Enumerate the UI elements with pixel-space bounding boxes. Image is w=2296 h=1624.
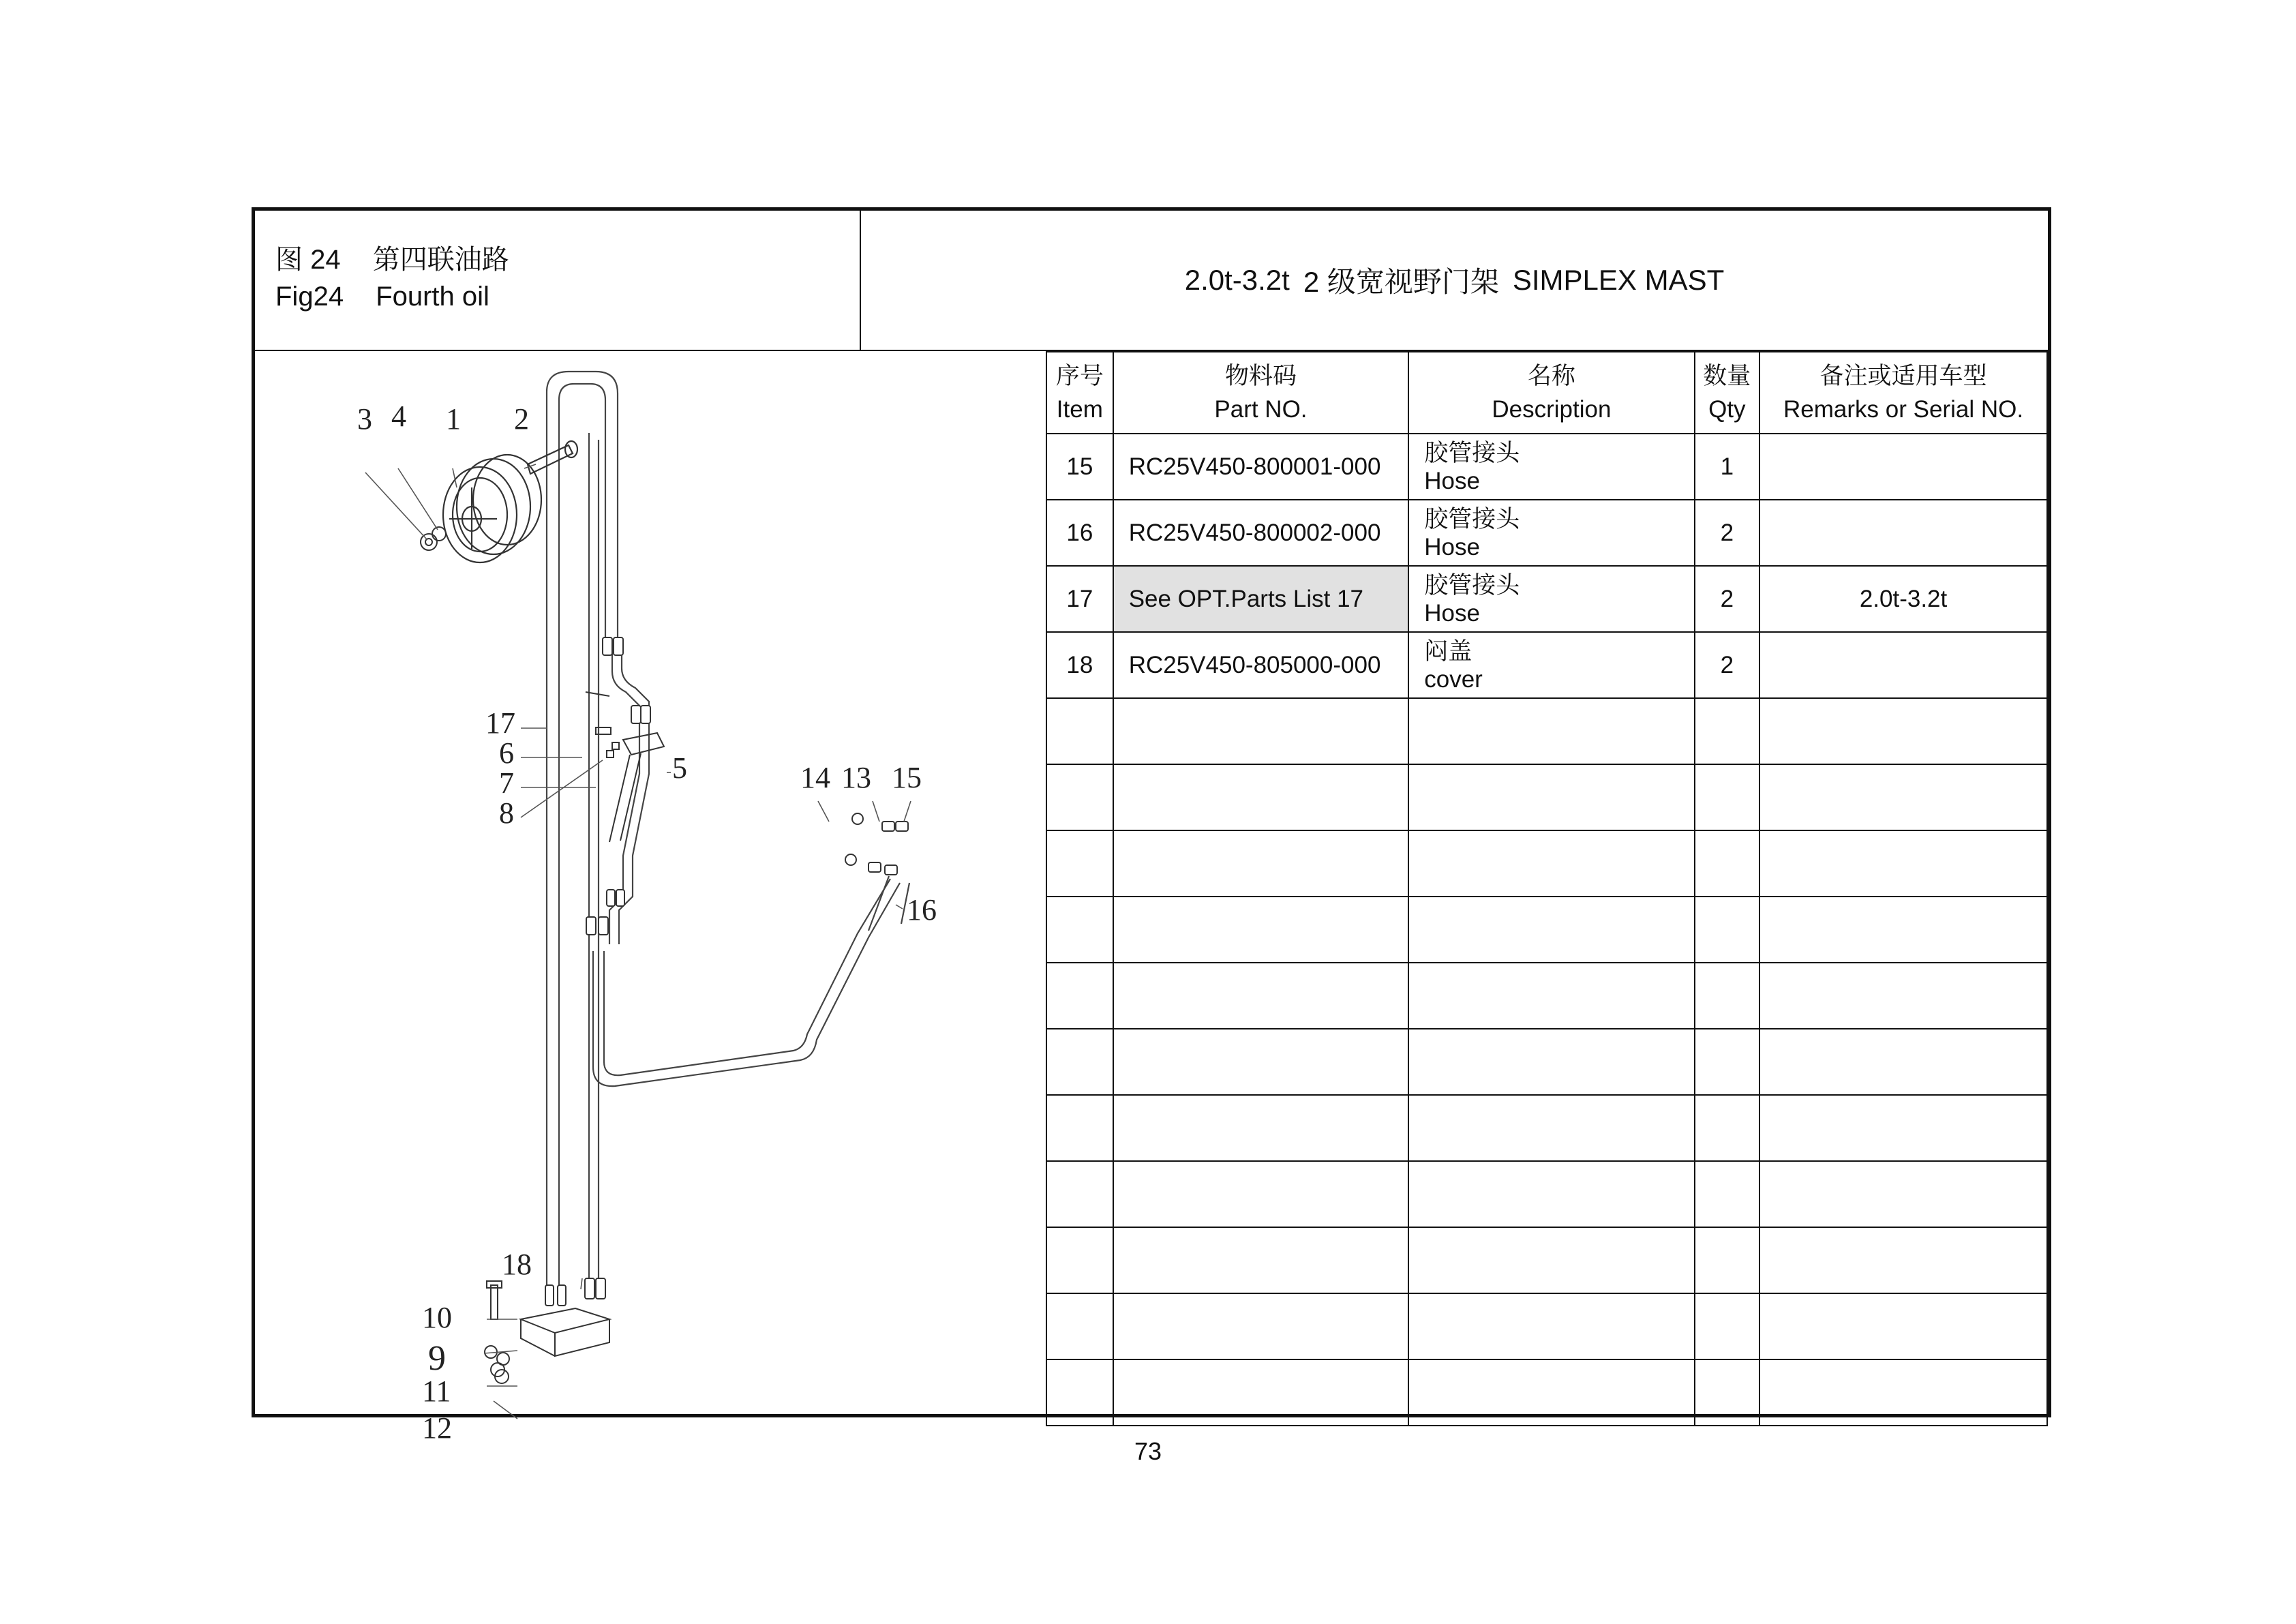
callout-18: 18 xyxy=(502,1248,532,1281)
empty-cell xyxy=(1759,1095,2047,1161)
pulley-assembly xyxy=(443,441,577,562)
cell-remarks: 2.0t-3.2t xyxy=(1759,566,2047,632)
cell-item: 17 xyxy=(1046,566,1113,632)
empty-cell xyxy=(1113,963,1409,1029)
mast-title-cn: 2 级宽视野门架 xyxy=(1303,266,1499,298)
empty-cell xyxy=(1759,698,2047,764)
callout-10: 10 xyxy=(422,1301,452,1334)
table-row-empty xyxy=(1046,1359,2047,1426)
header-qty: 数量 Qty xyxy=(1695,352,1760,434)
table-header-row xyxy=(1046,352,2047,434)
page-number: 73 xyxy=(1134,1437,1162,1465)
table-row-empty xyxy=(1046,698,2047,764)
callout-11: 11 xyxy=(422,1374,451,1408)
cell-item: 16 xyxy=(1046,500,1113,566)
table-row-empty xyxy=(1046,764,2047,830)
figure-title-en: Fourth oil xyxy=(376,282,489,312)
empty-cell xyxy=(1408,1227,1694,1293)
parts-page-frame xyxy=(252,207,2051,1445)
empty-cell xyxy=(1408,1161,1694,1227)
empty-cell xyxy=(1695,764,1760,830)
empty-cell xyxy=(1695,698,1760,764)
table-row xyxy=(1046,434,2047,500)
cell-remarks xyxy=(1759,500,2047,566)
cell-qty: 2 xyxy=(1695,566,1760,632)
empty-cell xyxy=(1046,1029,1113,1095)
empty-cell xyxy=(1113,698,1409,764)
empty-cell xyxy=(1408,963,1694,1029)
empty-cell xyxy=(1046,1359,1113,1426)
table-row xyxy=(1046,632,2047,698)
table-row-empty xyxy=(1046,1161,2047,1227)
callout-15: 15 xyxy=(892,761,922,794)
figure-caption-en xyxy=(275,282,489,312)
empty-cell xyxy=(1113,1359,1409,1426)
callout-17: 17 xyxy=(485,706,515,740)
empty-cell xyxy=(1695,1359,1760,1426)
exploded-view-drawing xyxy=(255,351,1046,1445)
empty-cell xyxy=(1695,963,1760,1029)
cell-part-no: RC25V450-805000-000 xyxy=(1113,632,1409,698)
mast-capacity-range: 2.0t-3.2t xyxy=(1184,264,1290,296)
table-row-empty xyxy=(1046,830,2047,897)
callout-5: 5 xyxy=(672,751,687,785)
parts-table xyxy=(1046,351,2048,1426)
hose-lines xyxy=(547,372,909,1295)
cell-qty: 2 xyxy=(1695,632,1760,698)
callout-14: 14 xyxy=(800,761,830,794)
callout-12: 12 xyxy=(422,1411,452,1445)
table-row xyxy=(1046,500,2047,566)
empty-cell xyxy=(1046,830,1113,897)
empty-cell xyxy=(1046,1293,1113,1359)
table-row-empty xyxy=(1046,1227,2047,1293)
empty-cell xyxy=(1408,1293,1694,1359)
empty-cell xyxy=(1759,1227,2047,1293)
figure-caption-cn xyxy=(275,238,509,277)
empty-cell xyxy=(1759,1029,2047,1095)
table-row-empty xyxy=(1046,897,2047,963)
callout-labels xyxy=(357,400,937,1445)
callout-8: 8 xyxy=(499,796,514,830)
figure-number-en: Fig24 xyxy=(275,282,344,312)
empty-cell xyxy=(1046,897,1113,963)
callout-1: 1 xyxy=(446,402,461,436)
table-row-empty xyxy=(1046,963,2047,1029)
empty-table-rows xyxy=(1046,698,2047,1426)
cell-description: 胶管接头 Hose xyxy=(1408,434,1694,500)
empty-cell xyxy=(1113,897,1409,963)
cell-part-no: RC25V450-800001-000 xyxy=(1113,434,1409,500)
cell-description: 闷盖 cover xyxy=(1408,632,1694,698)
callout-2: 2 xyxy=(514,402,529,436)
empty-cell xyxy=(1759,830,2047,897)
empty-cell xyxy=(1046,764,1113,830)
empty-cell xyxy=(1046,1095,1113,1161)
empty-cell xyxy=(1113,764,1409,830)
figure-caption-box xyxy=(255,211,861,350)
empty-cell xyxy=(1113,1293,1409,1359)
cell-part-no: See OPT.Parts List 17 xyxy=(1113,566,1409,632)
empty-cell xyxy=(1113,1029,1409,1095)
empty-cell xyxy=(1408,1095,1694,1161)
header-item: 序号 Item xyxy=(1046,352,1113,434)
cell-qty: 2 xyxy=(1695,500,1760,566)
empty-cell xyxy=(1759,963,2047,1029)
cell-qty: 1 xyxy=(1695,434,1760,500)
callout-3: 3 xyxy=(357,402,372,436)
hose-fittings xyxy=(545,637,908,1306)
empty-cell xyxy=(1408,897,1694,963)
empty-cell xyxy=(1408,764,1694,830)
empty-cell xyxy=(1408,1029,1694,1095)
header-remarks: 备注或适用车型 Remarks or Serial NO. xyxy=(1759,352,2047,434)
empty-cell xyxy=(1759,1359,2047,1426)
empty-cell xyxy=(1408,1359,1694,1426)
washer-and-nut xyxy=(421,527,446,550)
figure-number-cn: 图 24 xyxy=(275,245,341,275)
cell-remarks xyxy=(1759,632,2047,698)
header-description: 名称 Description xyxy=(1408,352,1694,434)
leader-lines xyxy=(365,464,911,1419)
empty-cell xyxy=(1695,1293,1760,1359)
empty-cell xyxy=(1408,830,1694,897)
table-row-empty xyxy=(1046,1293,2047,1359)
callout-4: 4 xyxy=(391,400,406,433)
empty-cell xyxy=(1046,698,1113,764)
empty-cell xyxy=(1695,897,1760,963)
table-row xyxy=(1046,566,2047,632)
callout-9: 9 xyxy=(428,1339,446,1378)
empty-cell xyxy=(1113,1161,1409,1227)
cell-description: 胶管接头 Hose xyxy=(1408,566,1694,632)
hose-bracket xyxy=(586,692,664,842)
empty-cell xyxy=(1046,1161,1113,1227)
cell-description: 胶管接头 Hose xyxy=(1408,500,1694,566)
table-row-empty xyxy=(1046,1095,2047,1161)
empty-cell xyxy=(1759,764,2047,830)
empty-cell xyxy=(1759,1161,2047,1227)
mast-title xyxy=(861,211,2048,350)
table-row-empty xyxy=(1046,1029,2047,1095)
empty-cell xyxy=(1113,1227,1409,1293)
cell-remarks xyxy=(1759,434,2047,500)
callout-16: 16 xyxy=(907,893,937,927)
cell-part-no: RC25V450-800002-000 xyxy=(1113,500,1409,566)
empty-cell xyxy=(1695,1227,1760,1293)
empty-cell xyxy=(1759,1293,2047,1359)
empty-cell xyxy=(1695,1161,1760,1227)
cell-item: 18 xyxy=(1046,632,1113,698)
empty-cell xyxy=(1695,1029,1760,1095)
callout-6: 6 xyxy=(499,736,514,770)
empty-cell xyxy=(1046,1227,1113,1293)
mast-title-en: SIMPLEX MAST xyxy=(1512,264,1725,296)
empty-cell xyxy=(1695,830,1760,897)
empty-cell xyxy=(1759,897,2047,963)
header-part-no: 物料码 Part NO. xyxy=(1113,352,1409,434)
callout-7: 7 xyxy=(499,766,514,800)
empty-cell xyxy=(1113,830,1409,897)
empty-cell xyxy=(1695,1095,1760,1161)
cell-item: 15 xyxy=(1046,434,1113,500)
empty-cell xyxy=(1408,698,1694,764)
empty-cell xyxy=(1046,963,1113,1029)
empty-cell xyxy=(1113,1095,1409,1161)
callout-13: 13 xyxy=(841,761,871,794)
figure-title-cn: 第四联油路 xyxy=(372,245,509,275)
